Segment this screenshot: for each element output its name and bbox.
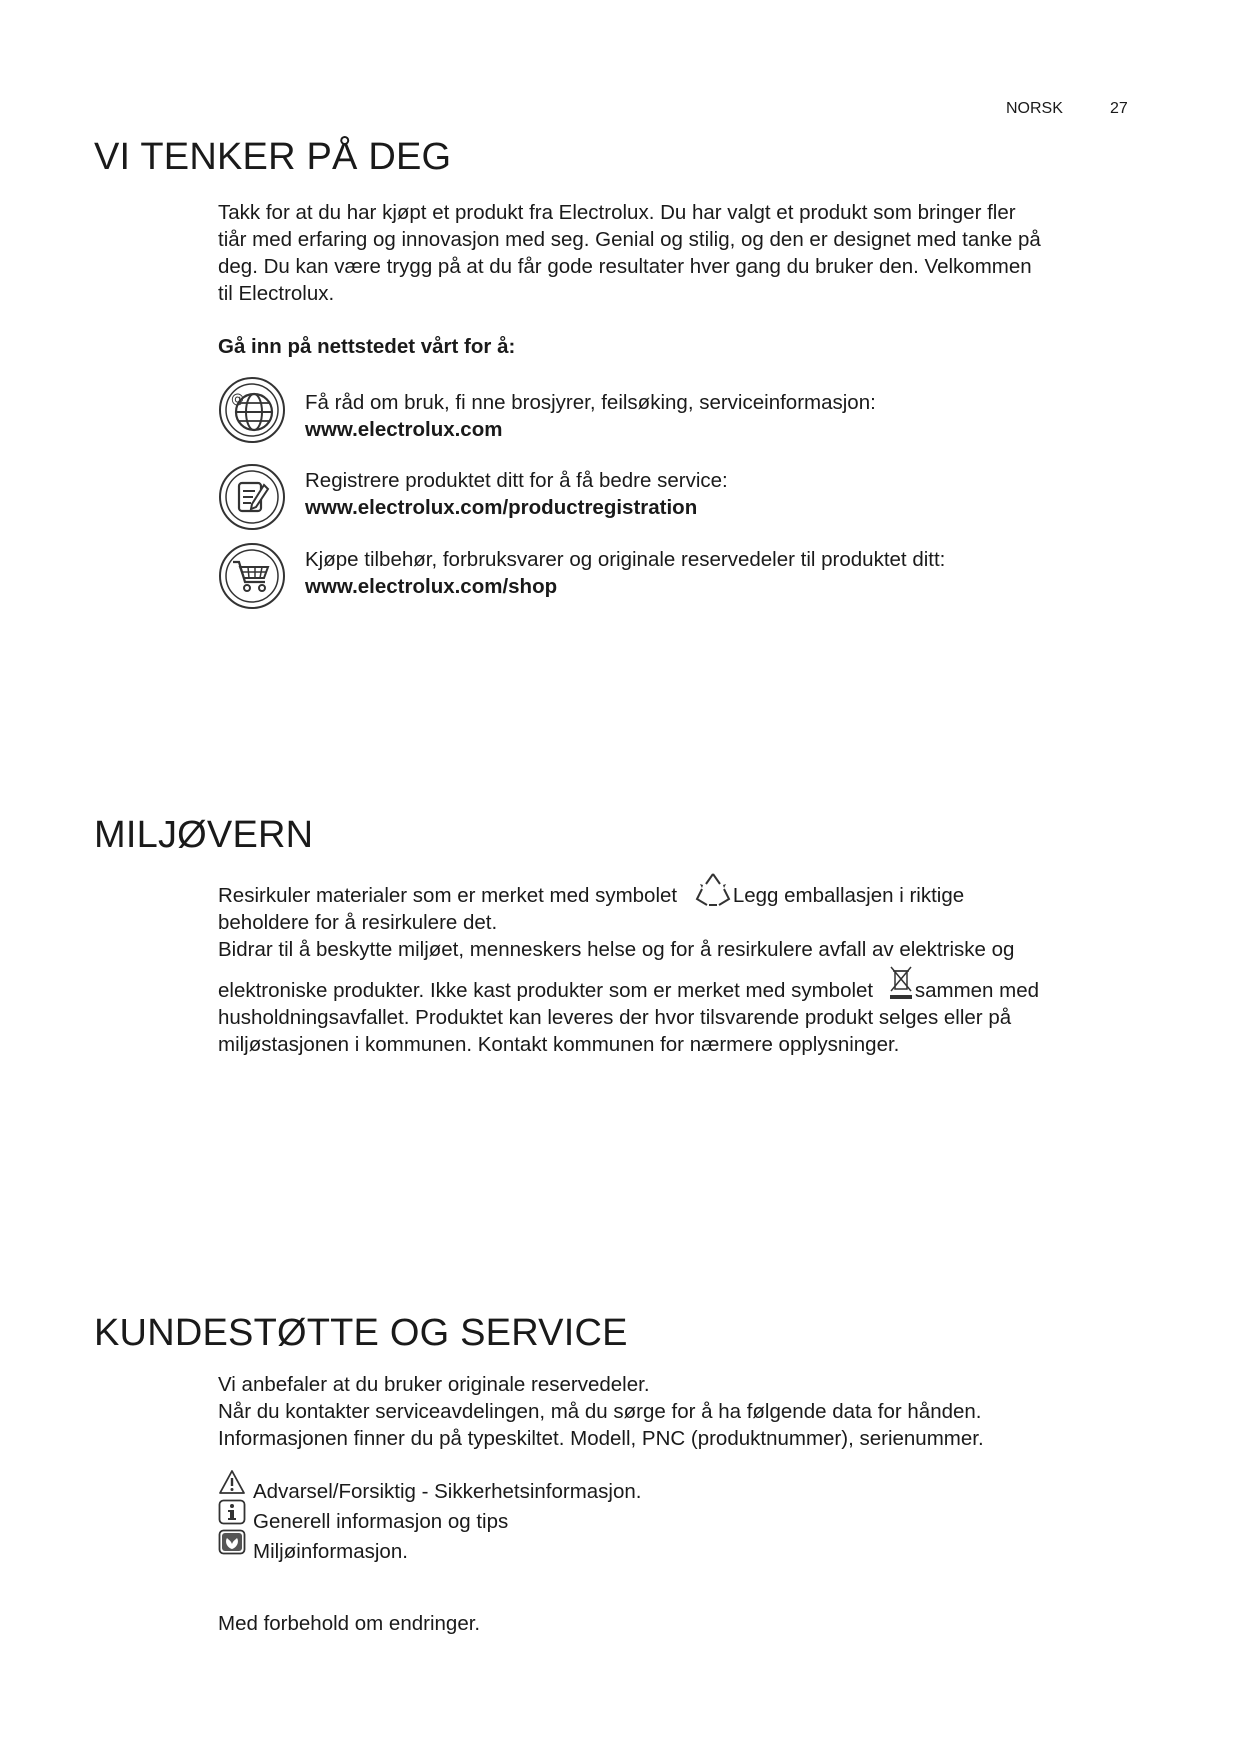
weee-crossed-bin-icon — [887, 963, 915, 1003]
service-line: Vi anbefaler at du bruker originale reservedeler. — [218, 1373, 650, 1396]
shopping-cart-icon — [218, 542, 286, 610]
info-icon — [218, 1499, 246, 1525]
service-line: Når du kontakter serviceavdelingen, må du sørge for å ha følgende data for hånden. — [218, 1400, 982, 1423]
page-number: 27 — [1110, 100, 1128, 117]
recycle-icon — [693, 871, 733, 909]
section-title-vi-tenker: VI TENKER PÅ DEG — [94, 136, 452, 178]
legend-info: Generell informasjon og tips — [253, 1510, 509, 1533]
section-title-miljovern: MILJØVERN — [94, 814, 314, 856]
legend-environment: Miljøinformasjon. — [253, 1540, 408, 1563]
intro-line: Takk for at du har kjøpt et produkt fra Electrolux. Du har valgt et produkt som bringer fler — [218, 201, 1016, 224]
svg-text:@: @ — [231, 392, 244, 407]
item-shop-text — [305, 546, 945, 600]
intro-line: tiår med erfaring og innovasjon med seg. Genial og stilig, og den er designet med tanke på — [218, 228, 1041, 251]
globe-icon — [218, 376, 286, 444]
env-line-1: Resirkuler materialer som er merket med symbolet Legg emballasjen i riktige — [218, 882, 964, 909]
env-line-4: elektroniske produkter. Ikke kast produkter som er merket med symbolet sammen med — [218, 977, 1039, 1004]
item-description: Få råd om bruk, fi nne brosjyrer, feilsøking, serviceinformasjon: — [305, 391, 876, 414]
website-link[interactable]: www.electrolux.com/shop — [305, 575, 558, 598]
item-registration-text — [305, 467, 728, 521]
legend-warning: Advarsel/Forsiktig - Sikkerhetsinformasjon. — [253, 1480, 642, 1503]
env-line-5: husholdningsavfallet. Produktet kan leveres der hvor tilsvarende produkt selges eller på — [218, 1006, 1012, 1029]
intro-line: til Electrolux. — [218, 282, 335, 305]
website-link[interactable]: www.electrolux.com — [305, 418, 503, 441]
environment-icon — [218, 1529, 246, 1555]
item-description: Kjøpe tilbehør, forbruksvarer og originale reservedeler til produktet ditt: — [305, 548, 946, 571]
service-line: Informasjonen finner du på typeskiltet. Modell, PNC (produktnummer), serienummer. — [218, 1427, 984, 1450]
service-paragraph — [218, 1371, 984, 1452]
env-line-3: Bidrar til å beskytte miljøet, menneskers helse og for å resirkulere avfall av elektriske og — [218, 938, 1015, 961]
intro-line: deg. Du kan være trygg på at du får gode resultater hver gang du bruker den. Velkommen — [218, 255, 1032, 278]
header-language: NORSK — [1006, 100, 1063, 117]
env-line-6: miljøstasjonen i kommunen. Kontakt kommunen for nærmere opplysninger. — [218, 1033, 900, 1056]
section-title-kundestotte: KUNDESTØTTE OG SERVICE — [94, 1312, 628, 1354]
website-link[interactable]: www.electrolux.com/productregistration — [305, 496, 698, 519]
website-heading: Gå inn på nettstedet vårt for å: — [218, 335, 516, 358]
item-globe-text — [305, 389, 876, 443]
warning-triangle-icon — [218, 1469, 246, 1495]
footer-note: Med forbehold om endringer. — [218, 1612, 481, 1635]
intro-paragraph — [218, 199, 1041, 307]
env-line-2: beholdere for å resirkulere det. — [218, 911, 498, 934]
item-description: Registrere produktet ditt for å få bedre service: — [305, 469, 728, 492]
registration-form-icon — [218, 463, 286, 531]
